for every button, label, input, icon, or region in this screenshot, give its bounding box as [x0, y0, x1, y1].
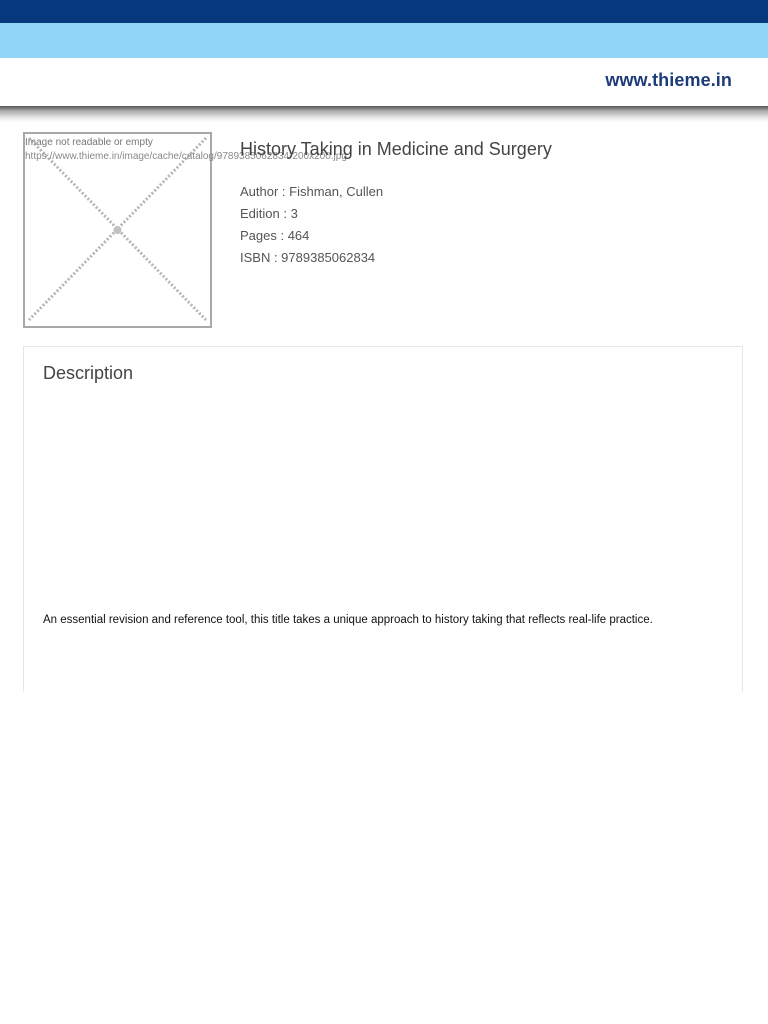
- site-logo[interactable]: www.thieme.in: [605, 70, 732, 90]
- description-panel: [23, 346, 743, 692]
- book-edition: Edition : 3: [240, 206, 298, 221]
- book-isbn: ISBN : 9789385062834: [240, 250, 376, 265]
- description-text: An essential revision and reference tool, this title takes a unique approach to history taking that reflects real-life practice.: [43, 614, 653, 626]
- broken-image-icon: [25, 134, 210, 326]
- image-error-message: Image not readable or empty: [25, 137, 153, 148]
- book-pages: Pages : 464: [240, 228, 310, 243]
- top-bar-light: [0, 23, 768, 58]
- header-shadow: [0, 106, 768, 122]
- book-author: Author : Fishman, Cullen: [240, 184, 384, 199]
- book-title: History Taking in Medicine and Surgery: [240, 139, 552, 159]
- image-error-url: https://www.thieme.in/image/cache/catalog/9789385062834-200x200.jpg: [25, 151, 347, 162]
- description-heading: Description: [43, 363, 134, 383]
- top-bar-dark: [0, 0, 768, 23]
